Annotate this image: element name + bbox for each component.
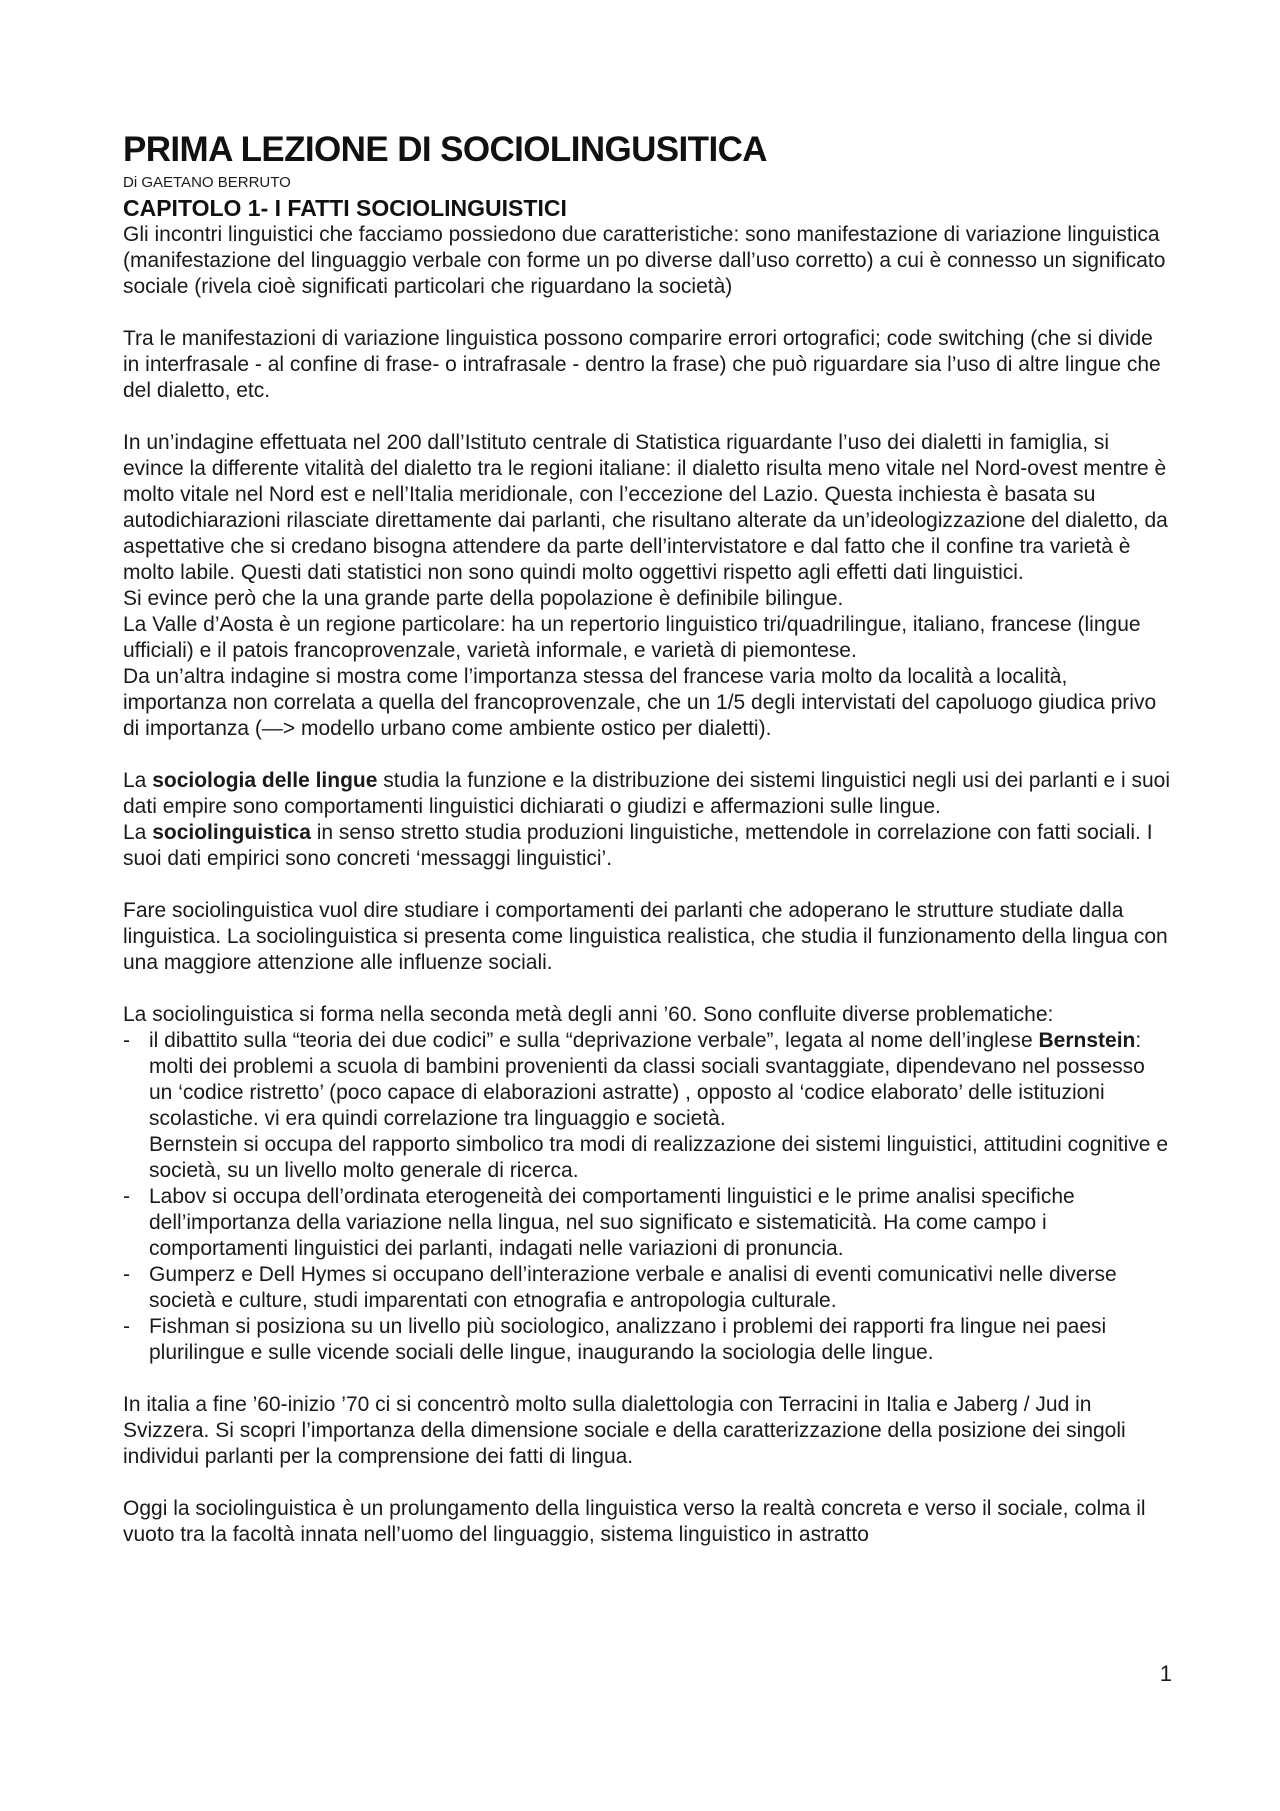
paragraph: La sociologia delle lingue studia la funzione e la distribuzione dei sistemi linguistici negli usi dei parlanti e i suoi dati empire sono comportamenti linguistici dichiarati o giudizi e affermazioni sulle lingue.: [123, 769, 1171, 818]
paragraph: Gli incontri linguistici che facciamo possiedono due caratteristiche: sono manifestazione di variazione linguistica (manifestazione del linguaggio verbale con forme un po diverse dall’uso corretto) a cui è connesso un significato sociale (rivela cioè significati particolari che riguardano la società): [123, 223, 1166, 298]
paragraph: Tra le manifestazioni di variazione linguistica possono comparire errori ortografici; code switching (che si divide in interfrasale - al confine di frase- o intrafrasale - dentro la frase) che può riguardare sia l’uso di altre lingue che del dialetto, etc.: [123, 327, 1161, 402]
bold-term: sociolinguistica: [152, 821, 311, 844]
document-title: PRIMA LEZIONE DI SOCIOLINGUSITICA: [123, 130, 767, 169]
paragraph: Da un’altra indagine si mostra come l’importanza stessa del francese varia molto da località a località, importanza non correlata a quella del francoprovenzale, che un 1/5 degli intervistati del capoluogo giudica privo di importanza (—> modello urbano come ambiente ostico per dialetti).: [123, 665, 1157, 740]
list-item: - Gumperz e Dell Hymes si occupano dell’interazione verbale e analisi di eventi comunicativi nelle diverse società e culture, studi imparentati con etnografia e antropologia culturale.: [123, 1262, 1173, 1314]
paragraph: La sociolinguistica in senso stretto studia produzioni linguistiche, mettendole in correlazione con fatti sociali. I suoi dati empirici sono concreti ‘messaggi linguistici’.: [123, 821, 1153, 870]
chapter-heading: CAPITOLO 1- I FATTI SOCIOLINGUISTICI: [123, 195, 567, 221]
paragraph: In italia a fine ’60-inizio ’70 ci si concentrò molto sulla dialettologia con Terracini in Italia e Jaberg / Jud in Svizzera. Si scopri l’importanza della dimensione sociale e della caratterizzazione della posizione dei singoli individui parlanti per la comprensione dei fatti di lingua.: [123, 1393, 1126, 1468]
list-item: - Fishman si posiziona su un livello più sociologico, analizzano i problemi dei rapporti fra lingue nei paesi plurilingue e sulle vicende sociali delle lingue, inaugurando la sociologia delle lingue.: [123, 1314, 1173, 1366]
paragraph: In un’indagine effettuata nel 200 dall’Istituto centrale di Statistica riguardante l’uso dei dialetti in famiglia, si evince la differente vitalità del dialetto tra le regioni italiane: il dialetto risulta meno vitale nel Nord-ovest mentre è molto vitale nel Nord est e nell’Italia meridionale, con l’eccezione del Lazio. Questa inchiesta è basata su autodichiarazioni rilasciate direttamente dai parlanti, che risultano alterate da un’ideologizzazione del dialetto, da aspettative che si credano bisogna attendere da parte dell’intervistatore e dal fatto che il confine tra varietà è molto labile. Questi dati statistici non sono quindi molto oggettivi rispetto agli effetti dati linguistici.: [123, 431, 1168, 584]
paragraph: Si evince però che la una grande parte della popolazione è definibile bilingue.: [123, 587, 844, 610]
document-page: [123, 130, 1173, 1548]
bold-term: Bernstein: [1038, 1029, 1136, 1052]
paragraph: Oggi la sociolinguistica è un prolungamento della linguistica verso la realtà concreta e verso il sociale, colma il vuoto tra la facoltà innata nell’uomo del linguaggio, sistema linguistico in astratto: [123, 1497, 1146, 1546]
list-item-continuation: Bernstein si occupa del rapporto simbolico tra modi di realizzazione dei sistemi linguistici, attitudini cognitive e società, su un livello molto generale di ricerca.: [149, 1133, 1168, 1182]
paragraph: La sociolinguistica si forma nella seconda metà degli anni ’60. Sono confluite diverse problematiche:: [123, 1003, 1054, 1026]
problem-list: [123, 1028, 1173, 1366]
paragraph: La Valle d’Aosta è un regione particolare: ha un repertorio linguistico tri/quadrilingue, italiano, francese (lingue ufficiali) e il patois francoprovenzale, varietà informale, e varietà di piemontese.: [123, 613, 1141, 662]
page-number: 1: [1159, 1661, 1172, 1686]
paragraph: Fare sociolinguistica vuol dire studiare i comportamenti dei parlanti che adoperano le strutture studiate dalla linguistica. La sociolinguistica si presenta come linguistica realistica, che studia il funzionamento della lingua con una maggiore attenzione alle influenze sociali.: [123, 899, 1168, 974]
list-item: - Labov si occupa dell’ordinata eterogeneità dei comportamenti linguistici e le prime analisi specifiche dell’importanza della variazione nella lingua, nel suo significato e sistematicità. Ha come campo i comportamenti linguistici dei parlanti, indagati nelle variazioni di pronuncia.: [123, 1184, 1173, 1262]
bold-term: sociologia delle lingue: [152, 769, 378, 792]
list-item: - il dibattito sulla “teoria dei due codici” e sulla “deprivazione verbale”, legata al nome dell’inglese Bernstein: molti dei problemi a scuola di bambini provenienti da classi sociali svantaggiate, dipendevano nel possesso un ‘codice ristretto’ (poco capace di elaborazioni astratte) , opposto al ‘codice elaborato’ delle istituzioni scolastiche. vi era quindi correlazione tra linguaggio e società. Bernstein si occupa del rapporto simbolico tra modi di realizzazione dei sistemi linguistici, attitudini cognitive e società, su un livello molto generale di ricerca.: [123, 1028, 1173, 1184]
author-line: Di GAETANO BERRUTO: [123, 174, 291, 191]
